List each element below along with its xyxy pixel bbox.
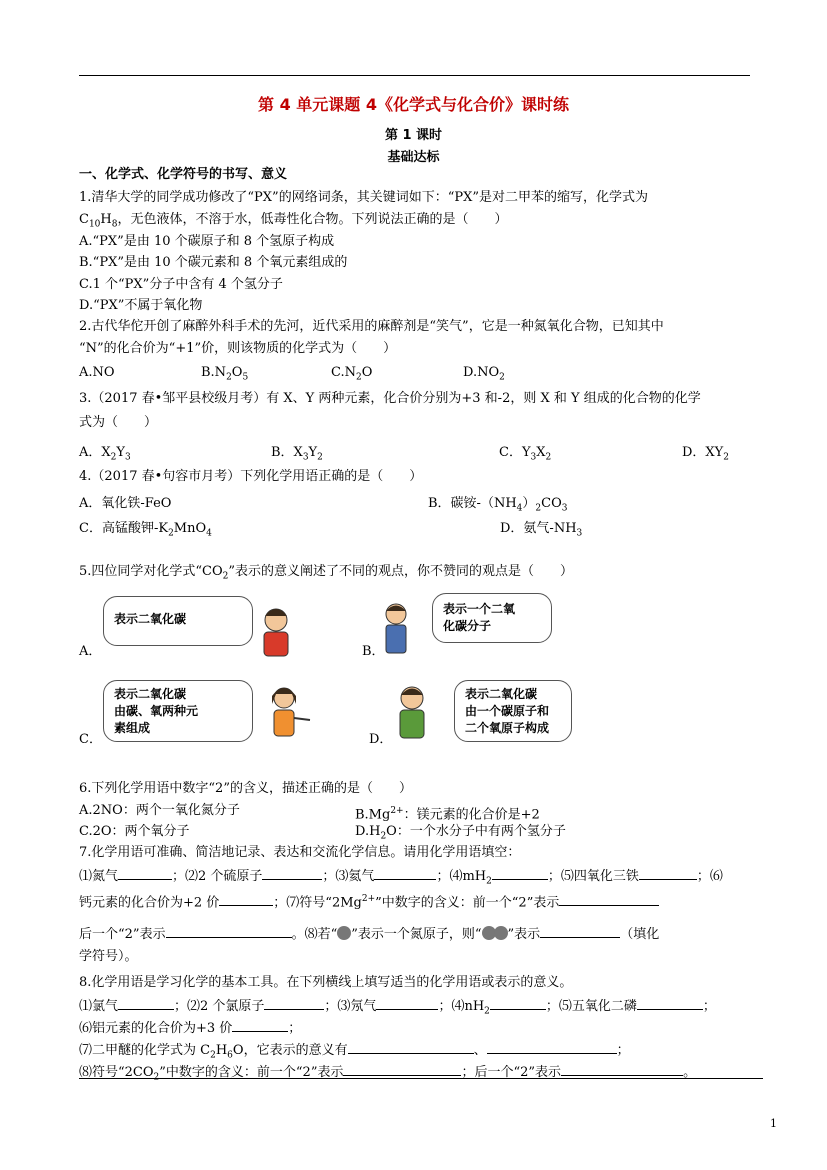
q2-option-c: $C.N_2O$ — [331, 365, 373, 383]
q4-option-a: A．氧化铁-FeO — [79, 496, 172, 511]
q1-stem: 1.清华大学的同学成功修改了“PX”的网络词条，其关键词如下：“PX”是对二甲苯的缩写，化学式为 — [79, 190, 648, 205]
q8-stem: 8.化学用语是学习化学的基本工具。在下列横线上填写适当的化学用语或表示的意义。 — [79, 975, 573, 990]
q6-stem: 6.下列化学用语中数字“2”的含义，描述正确的是（ ） — [79, 781, 412, 796]
speech-bubble-d: 表示二氧化碳 由一个碳原子和 二个氧原子构成 — [454, 680, 572, 742]
nitrogen-atom-icon — [337, 926, 351, 940]
answer-blank[interactable] — [219, 892, 273, 906]
speech-bubble-a: 表示二氧化碳 — [103, 596, 253, 646]
answer-blank[interactable] — [166, 924, 292, 938]
answer-blank[interactable] — [490, 996, 546, 1010]
answer-blank[interactable] — [487, 1040, 617, 1054]
q3-option-a: A．$X_2Y_3$ — [79, 445, 131, 463]
answer-blank[interactable] — [492, 866, 548, 880]
q2-stem-2: “N”的化合价为“+1”价，则该物质的化学式为（ ） — [79, 341, 397, 356]
q7-line-2: 钙元素的化合价为+2 价 ；⑺符号“$2Mg^{2+}$”中数字的含义：前一个“2”表示 — [79, 890, 659, 912]
footer-rule — [79, 1078, 763, 1079]
q7-line-3: 后一个“2”表示 。⑻若“ ”表示一个氮原子，则“ ”表示 （填化 — [79, 924, 659, 946]
q7-line-4: 学符号）。 — [79, 949, 138, 964]
q6-option-a: A.2NO：两个一氧化氮分子 — [79, 803, 240, 818]
lesson-label: 第 1 课时 — [384, 128, 443, 143]
answer-blank[interactable] — [118, 996, 174, 1010]
nitrogen-molecule-icon — [482, 926, 508, 946]
q3-option-d: D．$XY_2$ — [682, 445, 729, 463]
header-rule — [79, 75, 750, 76]
answer-blank[interactable] — [637, 996, 703, 1010]
level-label: 基础达标 — [387, 150, 440, 165]
q8-line-4: ⑻符号“$2CO_2$”中数字的含义：前一个“2”表示 ；后一个“2”表示 。 — [79, 1062, 696, 1087]
q8-line-3: ⑺二甲醚的化学式为 $C_2H_6O$，它表示的意义有 、 ； — [79, 1040, 630, 1065]
section-heading: 一、化学式、化学符号的书写、意义 — [79, 167, 288, 182]
answer-blank[interactable] — [559, 892, 659, 906]
q5-label-d: D． — [369, 732, 393, 747]
answer-blank[interactable] — [561, 1062, 683, 1076]
page-number: 1 — [770, 1117, 777, 1130]
q1-option-b: B.“PX”是由 10 个碳元素和 8 个氧元素组成的 — [79, 255, 348, 270]
answer-blank[interactable] — [264, 996, 324, 1010]
q7-stem: 7.化学用语可准确、简洁地记录、表达和交流化学信息。请用化学用语填空： — [79, 845, 521, 860]
q5-label-a: A． — [79, 644, 102, 659]
q1-stem-2: $C_{10}H_8$，无色液体，不溶于水，低毒性化合物。下列说法正确的是（ ） — [79, 212, 508, 230]
q4-stem: 4.（2017 春•句容市月考）下列化学用语正确的是（ ） — [79, 469, 423, 484]
q3-option-b: B．$X_3Y_2$ — [271, 445, 323, 463]
answer-blank[interactable] — [639, 866, 697, 880]
q8-line-1: ⑴氯气 ；⑵2 个氯原子 ；⑶氖气 ；$⑷nH_2$ ；⑸五氧化二磷 ； — [79, 996, 716, 1021]
student-boy-icon — [378, 598, 414, 658]
student-boy-icon — [390, 680, 440, 742]
q3-stem: 3.（2017 春•邹平县校级月考）有 X、Y 两种元素，化合价分别为+3 和-2，则 X 和 Y 组成的化合物的化学 — [79, 391, 701, 406]
q2-stem: 2.古代华佗开创了麻醉外科手术的先河，近代采用的麻醉剂是“笑气”，它是一种氮氧化合物，已知其中 — [79, 319, 664, 334]
q1-option-d: D.“PX”不属于氧化物 — [79, 298, 203, 313]
q5-label-b: B． — [362, 644, 385, 659]
q8-line-2: ⑹铝元素的化合价为+3 价 ； — [79, 1018, 301, 1038]
q6-option-d: $D.H_2O$：一个水分子中有两个氢分子 — [355, 824, 566, 842]
q3-option-c: C．$Y_3X_2$ — [499, 445, 552, 463]
answer-blank[interactable] — [374, 866, 436, 880]
q6-option-b: $B.Mg^{2+}$：镁元素的化合价是+2 — [355, 806, 540, 823]
answer-blank[interactable] — [343, 1062, 461, 1076]
answer-blank[interactable] — [232, 1018, 288, 1032]
q6-option-c: C.2O：两个氧分子 — [79, 824, 190, 839]
q4-option-d: D．氨气$-NH_3$ — [500, 521, 583, 539]
q4-option-b: B．碳铵$-(NH_4)_2CO_3$ — [428, 496, 568, 514]
student-girl-icon — [262, 680, 320, 742]
student-boy-icon — [250, 600, 300, 660]
answer-blank[interactable] — [348, 1040, 474, 1054]
q7-line-1: ⑴氮气 ；⑵2 个硫原子 ；⑶氦气 ；$⑷mH_2$ ；⑸四氧化三铁 ；⑹ — [79, 866, 723, 891]
q2-option-a: A.NO — [79, 365, 115, 380]
answer-blank[interactable] — [118, 866, 172, 880]
page-title: 第 4 单元课题 4《化学式与化合价》课时练 — [258, 95, 569, 114]
speech-bubble-b: 表示一个二氧 化碳分子 — [432, 593, 552, 643]
speech-bubble-c: 表示二氧化碳 由碳、氧两种元 素组成 — [103, 680, 253, 742]
q4-option-c: C．高锰酸钾$-K_2MnO_4$ — [79, 521, 212, 539]
q2-option-d: $D.NO_2$ — [463, 365, 505, 383]
q2-option-b: $B.N_2O_5$ — [201, 365, 249, 383]
q1-option-a: A.“PX”是由 10 个碳原子和 8 个氢原子构成 — [79, 234, 335, 249]
q5-stem: 5.四位同学对化学式“$CO_2$”表示的意义阐述了不同的观点，你不赞同的观点是（ ） — [79, 564, 574, 582]
answer-blank[interactable] — [376, 996, 438, 1010]
q3-stem-2: 式为（ ） — [79, 415, 158, 430]
q5-label-c: C． — [79, 732, 102, 747]
answer-blank[interactable] — [540, 924, 620, 938]
answer-blank[interactable] — [262, 866, 322, 880]
q1-option-c: C.1 个“PX”分子中含有 4 个氢分子 — [79, 277, 283, 292]
